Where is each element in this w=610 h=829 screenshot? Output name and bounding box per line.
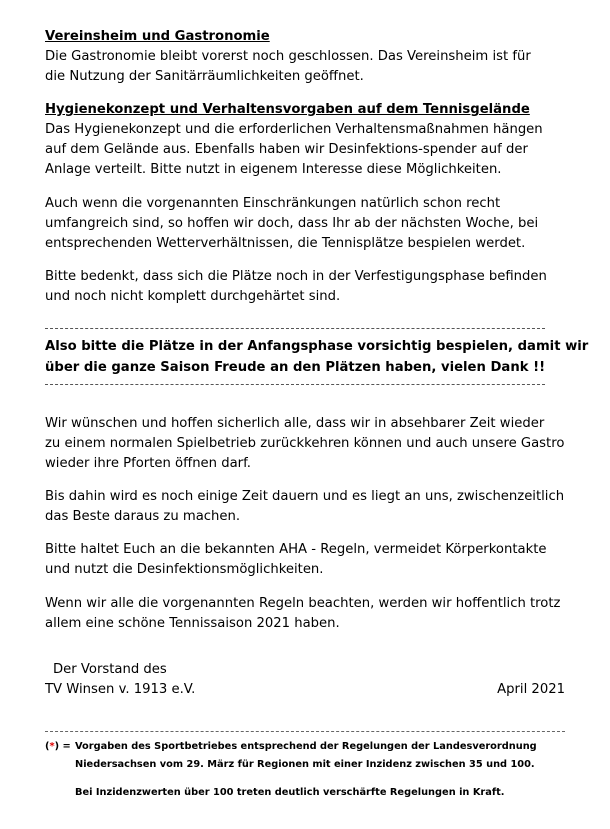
paragraph-line: wieder ihre Pforten öffnen darf.: [45, 456, 251, 471]
notice-line: über die ganze Saison Freude an den Plätzen haben, vielen Dank !!: [45, 360, 546, 375]
section-heading-hygiene: Hygienekonzept und Verhaltensvorgaben auf dem Tennisgelände: [45, 102, 530, 117]
paragraph-line: und nutzt die Desinfektionsmöglichkeiten.: [45, 562, 324, 577]
paragraph-line: auf dem Gelände aus. Ebenfalls haben wir Desinfektions-spender auf der: [45, 142, 528, 157]
paragraph-line: Auch wenn die vorgenannten Einschränkungen natürlich schon recht: [45, 196, 501, 211]
paragraph-line: Bitte haltet Euch an die bekannten AHA - Regeln, vermeidet Körperkontakte: [45, 542, 547, 557]
paragraph-line: und noch nicht komplett durchgehärtet sind.: [45, 289, 341, 304]
footnote-star: *: [49, 741, 55, 752]
footnote-line: Niedersachsen vom 29. März für Regionen mit einer Inzidenz zwischen 35 und 100.: [75, 759, 535, 770]
signature-line-1: Der Vorstand des: [53, 662, 167, 677]
footnote-line: Bei Inzidenzwerten über 100 treten deutlich verschärfte Regelungen in Kraft.: [75, 787, 505, 798]
dashed-divider-top: [45, 328, 545, 329]
paragraph-line: Wenn wir alle die vorgenannten Regeln beachten, werden wir hoffentlich trotz: [45, 596, 561, 611]
paragraph-line: das Beste daraus zu machen.: [45, 509, 241, 524]
paragraph-line: Anlage verteilt. Bitte nutzt in eigenem Interesse diese Möglichkeiten.: [45, 162, 502, 177]
paragraph-line: zu einem normalen Spielbetrieb zurückkehren können und auch unsere Gastro: [45, 436, 565, 451]
paragraph-line: Das Hygienekonzept und die erforderlichen Verhaltensmaßnahmen hängen: [45, 122, 543, 137]
paragraph-line: Wir wünschen und hoffen sicherlich alle, dass wir in absehbarer Zeit wieder: [45, 416, 545, 431]
signature-line-2: TV Winsen v. 1913 e.V.: [45, 682, 196, 697]
paragraph-line: Bitte bedenkt, dass sich die Plätze noch in der Verfestigungsphase befinden: [45, 269, 547, 284]
paragraph-line: Bis dahin wird es noch einige Zeit dauern und es liegt an uns, zwischenzeitlich: [45, 489, 565, 504]
paragraph-line: die Nutzung der Sanitärräumlichkeiten geöffnet.: [45, 69, 364, 84]
footnote-line: Vorgaben des Sportbetriebes entsprechend der Regelungen der Landesverordnung: [75, 741, 537, 752]
paragraph-line: entsprechenden Wetterverhältnissen, die Tennisplätze bespielen werdet.: [45, 236, 526, 251]
paragraph-line: Die Gastronomie bleibt vorerst noch geschlossen. Das Vereinsheim ist für: [45, 49, 531, 64]
notice-line: Also bitte die Plätze in der Anfangsphase vorsichtig bespielen, damit wir: [45, 339, 589, 354]
footnote-divider: [45, 731, 565, 732]
footnote-marker: (*) =: [45, 741, 71, 752]
paragraph-line: umfangreich sind, so hoffen wir doch, dass Ihr ab der nächsten Woche, bei: [45, 216, 539, 231]
section-heading-gastronomie: Vereinsheim und Gastronomie: [45, 29, 270, 44]
paragraph-line: allem eine schöne Tennissaison 2021 haben.: [45, 616, 340, 631]
date-label: April 2021: [497, 682, 565, 697]
dashed-divider-bottom: [45, 384, 545, 385]
